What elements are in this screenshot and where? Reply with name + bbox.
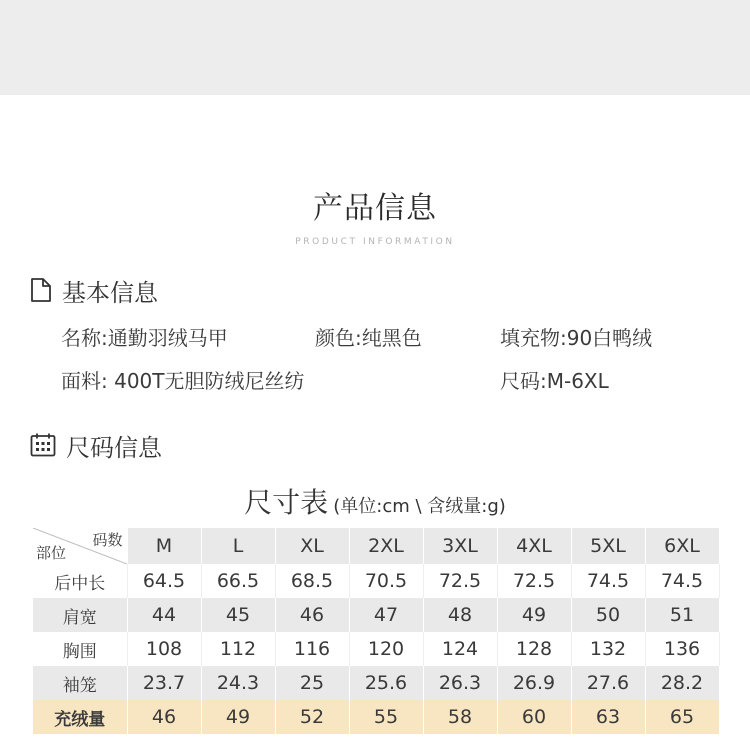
table-cell: 24.3 [201,666,275,700]
table-cell: 70.5 [349,564,423,598]
size-header: 6XL [645,528,719,564]
size-table-title [0,481,750,521]
product-name: 名称:通勤羽绒马甲 [61,326,228,350]
table-cell: 74.5 [645,564,719,598]
table-row-highlight [33,700,719,734]
row-label: 后中长 [33,564,127,598]
row-label: 充绒量 [33,700,127,734]
document-icon [30,278,52,302]
table-cell: 72.5 [497,564,571,598]
table-cell: 48 [423,598,497,632]
size-header: 2XL [349,528,423,564]
top-banner [0,0,750,95]
table-cell: 60 [497,700,571,734]
table-cell: 136 [645,632,719,666]
table-cell: 108 [127,632,201,666]
table-cell: 23.7 [127,666,201,700]
table-cell: 116 [275,632,349,666]
table-cell: 124 [423,632,497,666]
corner-size-label: 码数 [92,531,123,549]
table-cell: 120 [349,632,423,666]
table-cell: 51 [645,598,719,632]
table-cell: 112 [201,632,275,666]
size-header: 5XL [571,528,645,564]
table-cell: 26.3 [423,666,497,700]
table-cell: 46 [275,598,349,632]
table-cell: 26.9 [497,666,571,700]
size-header: 3XL [423,528,497,564]
table-cell: 28.2 [645,666,719,700]
corner-part-label: 部位 [36,544,67,562]
product-fabric: 面料: 400T无胆防绒尼丝纺 [61,369,305,393]
basic-info-heading [30,275,158,305]
size-header: XL [275,528,349,564]
table-cell: 50 [571,598,645,632]
product-color: 颜色:纯黑色 [315,326,422,350]
table-cell: 68.5 [275,564,349,598]
table-cell: 46 [127,700,201,734]
size-table-title-main: 尺寸表 [244,486,329,519]
table-cell: 47 [349,598,423,632]
table-cell: 55 [349,700,423,734]
table-cell: 49 [497,598,571,632]
size-table-corner [33,528,127,564]
row-label: 肩宽 [33,598,127,632]
size-table-unit: (单位:cm \ 含绒量:g) [333,496,506,517]
table-cell: 25.6 [349,666,423,700]
table-cell: 45 [201,598,275,632]
table-cell: 72.5 [423,564,497,598]
size-info-heading [30,430,162,460]
table-cell: 25 [275,666,349,700]
table-cell: 27.6 [571,666,645,700]
row-label: 胸围 [33,632,127,666]
table-cell: 49 [201,700,275,734]
table-row [33,632,719,666]
page-subtitle: PRODUCT INFORMATION [295,237,455,247]
table-cell: 132 [571,632,645,666]
product-size-range: 尺码:M-6XL [500,369,609,393]
page-title: 产品信息 [313,191,437,226]
size-header: 4XL [497,528,571,564]
table-cell: 66.5 [201,564,275,598]
table-cell: 74.5 [571,564,645,598]
table-cell: 52 [275,700,349,734]
table-row [33,666,719,700]
table-cell: 128 [497,632,571,666]
size-header-row [33,528,719,564]
row-label: 袖笼 [33,666,127,700]
product-filling: 填充物:90白鸭绒 [500,326,653,350]
table-cell: 65 [645,700,719,734]
size-header: L [201,528,275,564]
size-info-label: 尺码信息 [66,433,162,462]
table-cell: 64.5 [127,564,201,598]
table-row [33,598,719,632]
calendar-icon [30,433,56,457]
table-cell: 58 [423,700,497,734]
size-header: M [127,528,201,564]
basic-info-label: 基本信息 [62,278,158,307]
table-cell: 44 [127,598,201,632]
table-row [33,564,719,598]
size-table [33,528,720,734]
table-cell: 63 [571,700,645,734]
